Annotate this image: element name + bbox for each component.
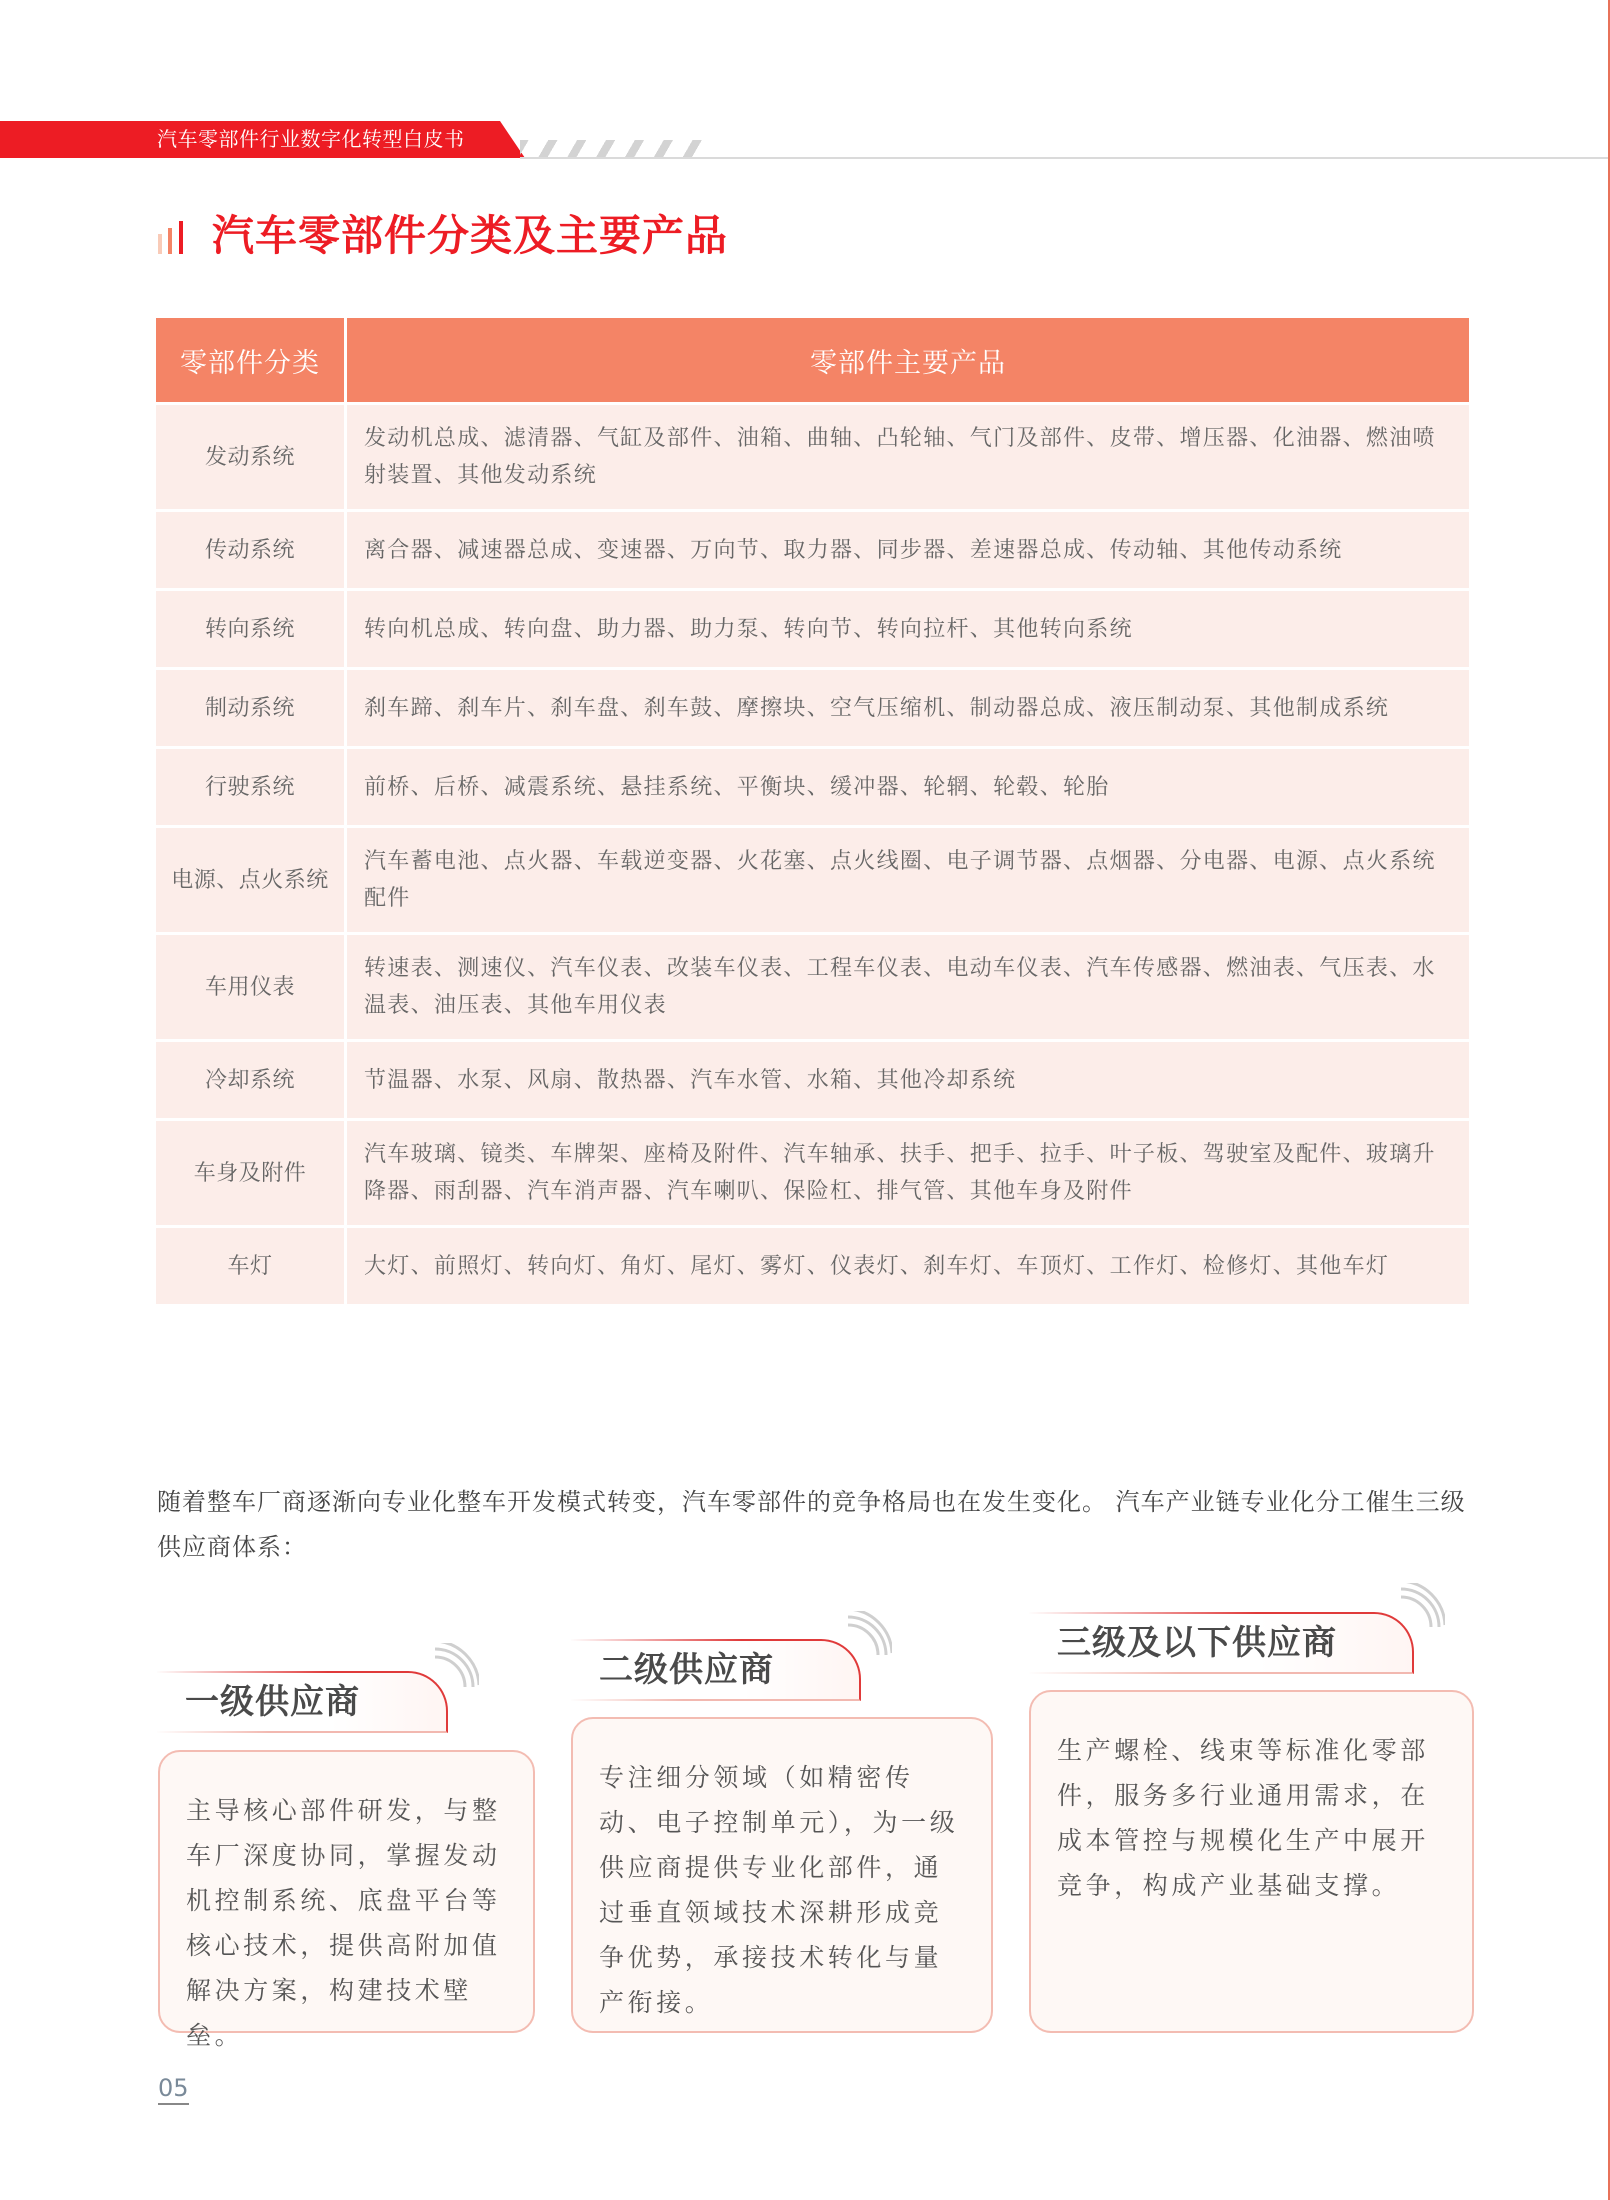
category-cell: 发动系统 — [156, 405, 344, 509]
category-cell: 传动系统 — [156, 512, 344, 588]
products-cell: 前桥、后桥、减震系统、悬挂系统、平衡块、缓冲器、轮辋、轮毂、轮胎 — [347, 749, 1469, 825]
supplier-tier1-card — [158, 1750, 535, 2050]
category-cell: 行驶系统 — [156, 749, 344, 825]
column-header-category: 零部件分类 — [156, 318, 344, 402]
intro-paragraph: 随着整车厂商逐渐向专业化整车开发模式转变，汽车零部件的竞争格局也在发生变化。 汽车产业链专业化分工催生三级供应商体系： — [157, 1488, 1466, 1561]
supplier-tier2-card — [571, 1717, 993, 2033]
products-cell: 转速表、测速仪、汽车仪表、改装车仪表、工程车仪表、电动车仪表、汽车传感器、燃油表、气压表、水温表、油压表、其他车用仪表 — [347, 935, 1469, 1039]
products-cell: 节温器、水泵、风扇、散热器、汽车水管、水箱、其他冷却系统 — [347, 1042, 1469, 1118]
signal-icon — [846, 1611, 892, 1657]
supplier-tier1-description: 主导核心部件研发，与整车厂深度协同，掌握发动机控制系统、底盘平台等核心技术，提供高附加值解决方案，构建技术壁垒。 — [186, 1796, 501, 2050]
category-cell: 车用仪表 — [156, 935, 344, 1039]
signal-icon — [1399, 1583, 1445, 1629]
table-row — [156, 1121, 1469, 1225]
products-cell: 离合器、减速器总成、变速器、万向节、取力器、同步器、差速器总成、传动轴、其他传动系统 — [347, 512, 1469, 588]
category-cell: 车身及附件 — [156, 1121, 344, 1225]
supplier-tier2-description: 专注细分领域（如精密传动、电子控制单元），为一级供应商提供专业化部件，通过垂直领域技术深耕形成竞争优势，承接技术转化与量产衔接。 — [599, 1763, 959, 2017]
parts-category-table — [153, 315, 1472, 1307]
header-banner-title: 汽车零部件行业数字化转型白皮书 — [157, 127, 465, 151]
table-row — [156, 591, 1469, 667]
table-row — [156, 670, 1469, 746]
page-number: 05 — [158, 2074, 189, 2105]
category-cell: 电源、点火系统 — [156, 828, 344, 932]
supplier-tier2-title-tab — [571, 1639, 861, 1701]
products-cell: 汽车蓄电池、点火器、车载逆变器、火花塞、点火线圈、电子调节器、点烟器、分电器、电源、点火系统配件 — [347, 828, 1469, 932]
supplier-tier2-title: 二级供应商 — [599, 1650, 774, 1690]
column-header-products: 零部件主要产品 — [347, 318, 1469, 402]
supplier-tier3-card — [1029, 1690, 1474, 2033]
category-cell: 车灯 — [156, 1228, 344, 1304]
header-stripes-decoration — [520, 140, 703, 158]
products-cell: 汽车玻璃、镜类、车牌架、座椅及附件、汽车轴承、扶手、把手、拉手、叶子板、驾驶室及配件、玻璃升降器、雨刮器、汽车消声器、汽车喇叭、保险杠、排气管、其他车身及附件 — [347, 1121, 1469, 1225]
header-divider — [520, 157, 1608, 159]
products-cell: 刹车蹄、刹车片、刹车盘、刹车鼓、摩擦块、空气压缩机、制动器总成、液压制动泵、其他制成系统 — [347, 670, 1469, 746]
products-cell: 大灯、前照灯、转向灯、角灯、尾灯、雾灯、仪表灯、刹车灯、车顶灯、工作灯、检修灯、其他车灯 — [347, 1228, 1469, 1304]
supplier-tier3-title: 三级及以下供应商 — [1057, 1623, 1337, 1663]
table-row — [156, 828, 1469, 932]
table-row — [156, 935, 1469, 1039]
supplier-tier1-title: 一级供应商 — [185, 1682, 360, 1722]
products-cell: 转向机总成、转向盘、助力器、助力泵、转向节、转向拉杆、其他转向系统 — [347, 591, 1469, 667]
supplier-tier3-title-tab — [1029, 1612, 1414, 1674]
table-row — [156, 1042, 1469, 1118]
category-cell: 冷却系统 — [156, 1042, 344, 1118]
signal-icon — [433, 1643, 479, 1689]
table-row — [156, 1228, 1469, 1304]
table-row — [156, 512, 1469, 588]
table-row — [156, 405, 1469, 509]
table-header-row — [156, 318, 1469, 402]
supplier-tier3-description: 生产螺栓、线束等标准化零部件，服务多行业通用需求，在成本管控与规模化生产中展开竞争，构成产业基础支撑。 — [1057, 1736, 1429, 1900]
section-title: 汽车零部件分类及主要产品 — [212, 211, 729, 260]
category-cell: 制动系统 — [156, 670, 344, 746]
table-row — [156, 749, 1469, 825]
supplier-tier1-title-tab — [157, 1671, 448, 1733]
category-cell: 转向系统 — [156, 591, 344, 667]
bars-icon — [158, 220, 184, 254]
products-cell: 发动机总成、滤清器、气缸及部件、油箱、曲轴、凸轮轴、气门及部件、皮带、增压器、化油器、燃油喷射装置、其他发动系统 — [347, 405, 1469, 509]
